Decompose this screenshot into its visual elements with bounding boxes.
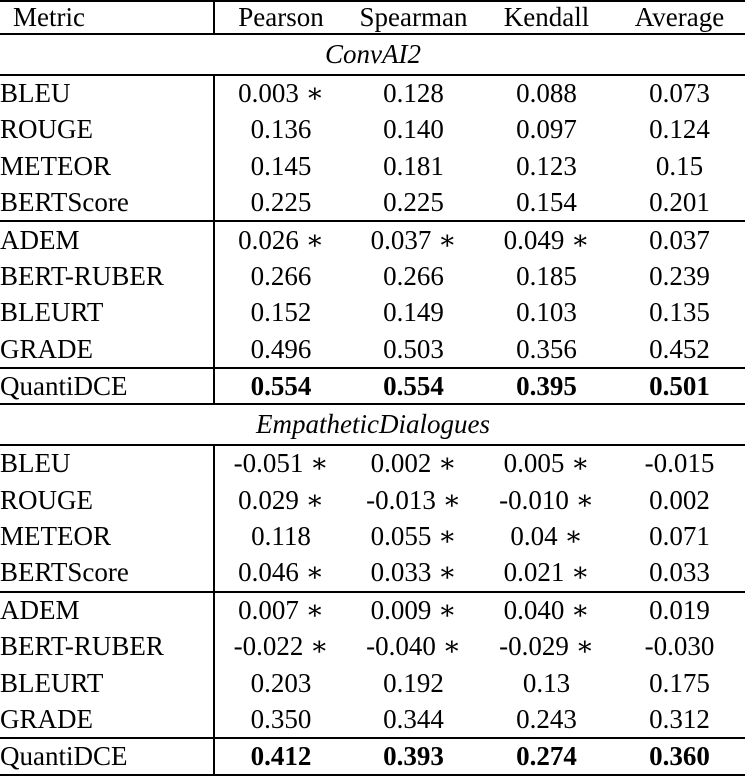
table-row: [0, 738, 745, 775]
correlation-value: 0.049 ∗: [480, 221, 613, 258]
correlation-value: 0.15: [655, 150, 704, 181]
correlation-value: 0.009 ∗: [347, 592, 480, 629]
correlation-value: -0.013 ∗: [366, 484, 461, 515]
correlation-value: 0.145: [250, 150, 312, 181]
metric-name: BLEU: [0, 445, 214, 482]
correlation-value: 0.073: [649, 78, 710, 109]
correlation-value: 0.029 ∗: [238, 484, 324, 515]
metric-name: METEOR: [0, 148, 214, 185]
correlation-value: 0.026 ∗: [214, 221, 347, 258]
correlation-value: 0.002 ∗: [370, 448, 457, 479]
correlation-value: -0.022 ∗: [233, 631, 329, 662]
metric-name: BERT-RUBER: [0, 628, 214, 665]
correlation-value: -0.040 ∗: [366, 631, 461, 662]
correlation-value: 0.274: [480, 738, 613, 775]
correlation-value: 0.266: [250, 260, 312, 291]
correlation-value: 0.503: [383, 333, 444, 364]
correlation-value: 0.007 ∗: [214, 592, 347, 629]
section-row: [0, 34, 745, 75]
correlation-value: 0.071: [649, 521, 710, 552]
correlation-value: 0.243: [516, 703, 577, 734]
table-row: [0, 592, 745, 629]
correlation-value: 0.123: [516, 150, 577, 181]
table-row: [0, 331, 745, 368]
metric-name: ADEM: [0, 592, 214, 629]
correlation-value: 0.097: [516, 114, 577, 145]
correlation-value: 0.154: [516, 186, 577, 217]
correlation-value: -0.030: [644, 631, 715, 662]
table-row: [0, 148, 745, 185]
correlation-value: 0.350: [250, 703, 312, 734]
correlation-value: 0.225: [383, 186, 444, 217]
table-row: [0, 518, 745, 555]
correlation-value: 0.140: [383, 114, 444, 145]
correlation-value: 0.239: [649, 260, 710, 291]
correlation-value: 0.124: [649, 114, 710, 145]
metric-name: BLEURT: [0, 295, 214, 332]
correlation-value: 0.04 ∗: [510, 521, 583, 552]
correlation-value: -0.010 ∗: [499, 484, 594, 515]
correlation-value: 0.496: [250, 333, 312, 364]
table-row: [0, 75, 745, 112]
metric-name: BLEU: [0, 75, 214, 112]
correlation-value: 0.128: [383, 78, 444, 109]
table-row: [0, 555, 745, 592]
metric-name: ROUGE: [0, 482, 214, 519]
correlation-value: 0.175: [649, 667, 710, 698]
correlation-value: 0.152: [250, 297, 312, 328]
metric-name: ROUGE: [0, 111, 214, 148]
correlation-value: 0.003 ∗: [238, 78, 324, 109]
column-header-kendall: Kendall: [480, 1, 613, 34]
metric-name: GRADE: [0, 331, 214, 368]
correlation-value: -0.051 ∗: [233, 448, 329, 479]
correlation-value: 0.181: [383, 150, 444, 181]
correlation-value: 0.393: [347, 738, 480, 775]
table-row: [0, 445, 745, 482]
correlation-value: 0.360: [613, 738, 745, 775]
header-row: [0, 1, 745, 34]
correlation-value: 0.185: [516, 260, 577, 291]
correlation-value: 0.135: [649, 297, 710, 328]
correlation-value: 0.040 ∗: [480, 592, 613, 629]
correlation-value: 0.103: [516, 297, 577, 328]
table-row: [0, 702, 745, 739]
correlation-value: 0.192: [383, 667, 444, 698]
table-row: [0, 295, 745, 332]
correlation-value: 0.13: [522, 667, 571, 698]
correlation-value: 0.201: [649, 186, 710, 217]
column-header-spearman: Spearman: [347, 1, 480, 34]
correlation-value: 0.554: [214, 368, 347, 405]
correlation-value: 0.002: [649, 484, 710, 515]
correlation-value: 0.055 ∗: [370, 521, 457, 552]
metric-name: BERT-RUBER: [0, 258, 214, 295]
section-row: [0, 404, 745, 445]
correlation-value: 0.037: [613, 221, 745, 258]
correlation-value: 0.344: [383, 703, 444, 734]
section-title: EmpatheticDialogues: [0, 404, 745, 445]
correlation-value: 0.225: [250, 186, 312, 217]
table-row: [0, 185, 745, 222]
correlation-value: 0.136: [250, 114, 312, 145]
correlation-value: 0.203: [250, 667, 312, 698]
table-row: [0, 111, 745, 148]
correlation-value: 0.312: [649, 703, 710, 734]
table-row: [0, 368, 745, 405]
correlation-value: 0.033: [649, 557, 710, 588]
section-title: ConvAI2: [0, 34, 745, 75]
correlation-value: 0.021 ∗: [503, 557, 590, 588]
metric-name: ADEM: [0, 221, 214, 258]
column-header-metric: Metric: [0, 1, 214, 34]
correlation-value: 0.088: [516, 78, 577, 109]
metric-name: BERTScore: [0, 555, 214, 592]
correlation-value: 0.046 ∗: [238, 557, 324, 588]
table-row: [0, 628, 745, 665]
correlation-value: -0.029 ∗: [499, 631, 594, 662]
column-header-average: Average: [613, 1, 745, 34]
table-row: [0, 258, 745, 295]
table-row: [0, 665, 745, 702]
metric-name: GRADE: [0, 702, 214, 739]
correlation-value: 0.149: [383, 297, 444, 328]
correlation-value: -0.015: [644, 448, 715, 479]
correlation-value: 0.037 ∗: [347, 221, 480, 258]
metric-name: METEOR: [0, 518, 214, 555]
table-row: [0, 221, 745, 258]
table-row: [0, 482, 745, 519]
metric-name: BERTScore: [0, 185, 214, 222]
correlation-value: 0.412: [214, 738, 347, 775]
correlation-value: 0.118: [251, 521, 311, 552]
correlation-value: 0.019: [613, 592, 745, 629]
correlation-value: 0.554: [347, 368, 480, 405]
correlation-value: 0.005 ∗: [503, 448, 590, 479]
metric-name: BLEURT: [0, 665, 214, 702]
correlation-value: 0.033 ∗: [370, 557, 457, 588]
correlation-value: 0.501: [613, 368, 745, 405]
correlation-value: 0.452: [649, 333, 710, 364]
metric-name: QuantiDCE: [0, 738, 214, 775]
correlation-value: 0.395: [480, 368, 613, 405]
correlation-value: 0.356: [516, 333, 577, 364]
correlation-value: 0.266: [383, 260, 444, 291]
column-header-pearson: Pearson: [214, 1, 347, 34]
metric-name: QuantiDCE: [0, 368, 214, 405]
